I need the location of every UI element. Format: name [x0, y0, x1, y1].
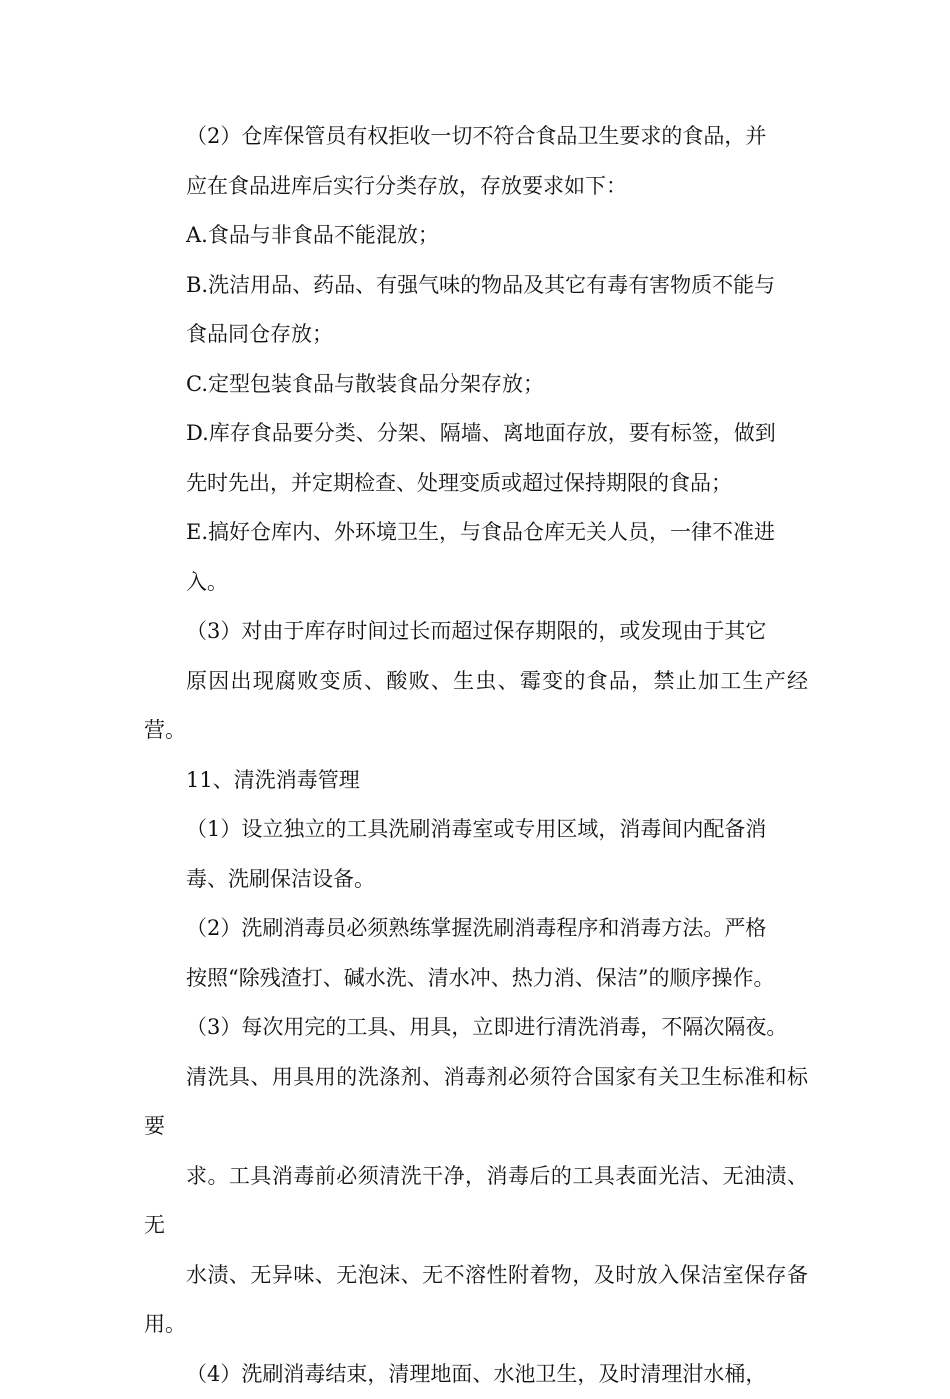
- text-line: 清洗具、用具用的洗涤剂、消毒剂必须符合国家有关卫生标准和标要: [144, 1053, 808, 1152]
- text-line: （4）洗刷消毒结束，清理地面、水池卫生，及时清理泔水桶，: [144, 1350, 808, 1399]
- paragraph-item-a: [144, 211, 808, 261]
- paragraph-item-b: [144, 261, 808, 360]
- text-line: 先时先出，并定期检查、处理变质或超过保持期限的食品；: [144, 459, 808, 509]
- text-line: B.洗洁用品、药品、有强气味的物品及其它有毒有害物质不能与: [144, 261, 808, 311]
- text-line: 原因出现腐败变质、酸败、生虫、霉变的食品，禁止加工生产经营。: [144, 657, 808, 756]
- paragraph-cleaning-2: [144, 904, 808, 1003]
- text-line: 入。: [144, 558, 808, 608]
- text-line: 11、清洗消毒管理: [144, 756, 808, 806]
- paragraph-cleaning-1: [144, 805, 808, 904]
- text-line: （1）设立独立的工具洗刷消毒室或专用区域，消毒间内配备消: [144, 805, 808, 855]
- text-line: 毒、洗刷保洁设备。: [144, 855, 808, 905]
- text-line: 应在食品进库后实行分类存放，存放要求如下：: [144, 162, 808, 212]
- section-heading-cleaning: [144, 756, 808, 806]
- text-line: 食品同仓存放；: [144, 310, 808, 360]
- text-line: D.库存食品要分类、分架、隔墙、离地面存放，要有标签，做到: [144, 409, 808, 459]
- text-line: E.搞好仓库内、外环境卫生，与食品仓库无关人员，一律不准进: [144, 508, 808, 558]
- text-line: （3）每次用完的工具、用具，立即进行清洗消毒，不隔次隔夜。: [144, 1003, 808, 1053]
- text-line: （2）仓库保管员有权拒收一切不符合食品卫生要求的食品，并: [144, 112, 808, 162]
- paragraph-cleaning-3: [144, 1003, 808, 1350]
- paragraph-item-c: [144, 360, 808, 410]
- text-line: 求。工具消毒前必须清洗干净，消毒后的工具表面光洁、无油渍、无: [144, 1152, 808, 1251]
- text-line: A.食品与非食品不能混放；: [144, 211, 808, 261]
- paragraph-item-d: [144, 409, 808, 508]
- text-line: （3）对由于库存时间过长而超过保存期限的，或发现由于其它: [144, 607, 808, 657]
- paragraph-expired-food: [144, 607, 808, 756]
- text-line: （2）洗刷消毒员必须熟练掌握洗刷消毒程序和消毒方法。严格: [144, 904, 808, 954]
- text-line: 水渍、无异味、无泡沫、无不溶性附着物，及时放入保洁室保存备用。: [144, 1251, 808, 1350]
- paragraph-item-e: [144, 508, 808, 607]
- paragraph-cleaning-4: [144, 1350, 808, 1399]
- paragraph-warehouse-rights: [144, 112, 808, 211]
- text-line: C.定型包装食品与散装食品分架存放；: [144, 360, 808, 410]
- document-body: [144, 112, 808, 1399]
- text-line: 按照“除残渣打、碱水洗、清水冲、热力消、保洁”的顺序操作。: [144, 954, 808, 1004]
